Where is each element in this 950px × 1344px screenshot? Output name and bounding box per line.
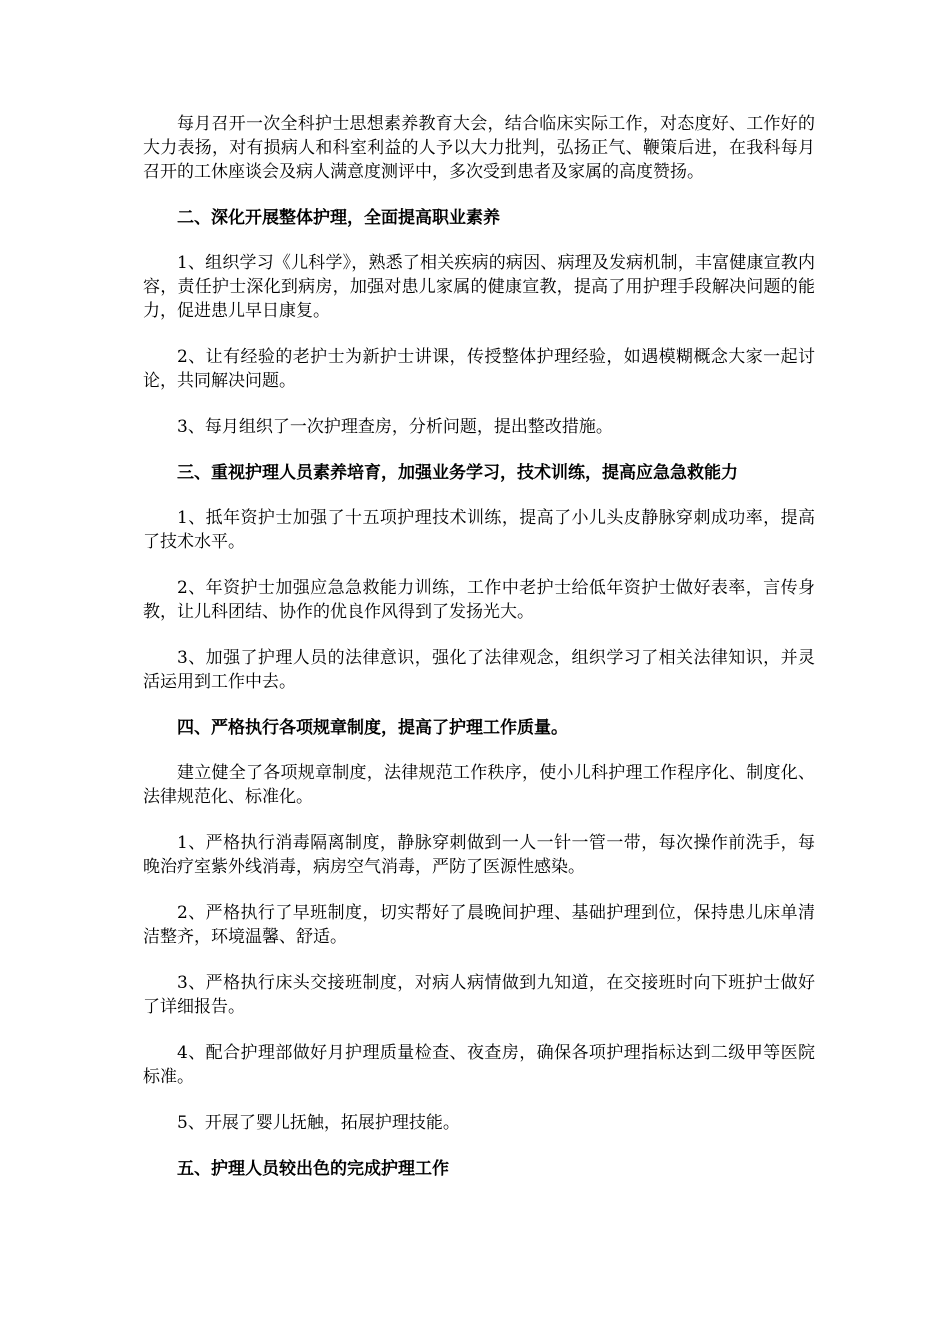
paragraph-4-2: 2、严格执行了早班制度，切实帮好了晨晚间护理、基础护理到位，保持患儿床单清洁整齐，环境温馨、舒适。 [143,903,815,947]
document-page [143,112,815,1202]
paragraph-4-intro: 建立健全了各项规章制度，法律规范工作秩序，使小儿科护理工作程序化、制度化、法律规范化、标准化。 [143,763,815,807]
paragraph-4-1: 1、严格执行消毒隔离制度，静脉穿刺做到一人一针一管一带，每次操作前洗手，每晚治疗室紫外线消毒，病房空气消毒，严防了医源性感染。 [143,833,815,877]
paragraph-4-3: 3、严格执行床头交接班制度，对病人病情做到九知道，在交接班时向下班护士做好了详细报告。 [143,973,815,1017]
heading-section-3: 三、重视护理人员素养培育，加强业务学习，技术训练，提高应急急救能力 [177,463,738,483]
paragraph-2-1: 1、组织学习《儿科学》，熟悉了相关疾病的病因、病理及发病机制，丰富健康宣教内容，责任护士深化到病房，加强对患儿家属的健康宣教，提高了用护理手段解决问题的能力，促进患儿早日康复。 [143,253,815,321]
paragraph-3-3: 3、加强了护理人员的法律意识，强化了法律观念，组织学习了相关法律知识，并灵活运用到工作中去。 [143,648,815,692]
paragraph-3-2: 2、年资护士加强应急急救能力训练，工作中老护士给低年资护士做好表率，言传身教，让儿科团结、协作的优良作风得到了发扬光大。 [143,578,815,622]
paragraph-4-4: 4、配合护理部做好月护理质量检查、夜查房，确保各项护理指标达到二级甲等医院标准。 [143,1043,815,1087]
paragraph-4-5: 5、开展了婴儿抚触，拓展护理技能。 [177,1113,460,1133]
paragraph-intro: 每月召开一次全科护士思想素养教育大会，结合临床实际工作，对态度好、工作好的大力表扬，对有损病人和科室利益的人予以大力批判，弘扬正气、鞭策后进，在我科每月召开的工休座谈会及病人满意度测评中，多次受到患者及家属的高度赞扬。 [143,114,815,182]
heading-section-2: 二、深化开展整体护理，全面提高职业素养 [177,208,500,228]
paragraph-2-2: 2、让有经验的老护士为新护士讲课，传授整体护理经验，如遇模糊概念大家一起讨论，共同解决问题。 [143,347,815,391]
paragraph-2-3: 3、每月组织了一次护理查房，分析问题，提出整改措施。 [177,417,613,437]
paragraph-3-1: 1、抵年资护士加强了十五项护理技术训练，提高了小儿头皮静脉穿刺成功率，提高了技术水平。 [143,508,815,552]
heading-section-4: 四、严格执行各项规章制度，提高了护理工作质量。 [177,718,568,738]
heading-section-5: 五、护理人员较出色的完成护理工作 [177,1159,449,1179]
